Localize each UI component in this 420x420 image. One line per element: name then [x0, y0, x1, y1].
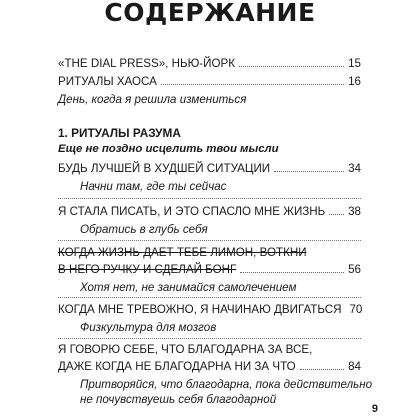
page-number: 9	[371, 403, 378, 415]
chapter-title: БУДЬ ЛУЧШЕЙ В ХУДШЕЙ СИТУАЦИИ	[58, 162, 271, 175]
toc-chapter	[58, 343, 373, 407]
chapter-page: 34	[348, 162, 361, 175]
chapter-subtitle: Начни там, где ты сейчас	[80, 180, 227, 193]
chapter-subtitle-line1: Притворяйся, что благодарна, пока действительно	[80, 378, 373, 391]
chapter-title-line1: КОГДА ЖИЗНЬ ДАЕТ ТЕБЕ ЛИМОН, ВОТКНИ	[58, 246, 307, 259]
toc-chapter	[58, 303, 361, 335]
chapter-title-line2: В НЕГО РУЧКУ И СДЕЛАЙ БОНГ	[58, 263, 237, 276]
dotted-divider	[58, 240, 361, 241]
toc-chapter	[58, 205, 361, 237]
section-subheading: Еще не поздно исцелить твои мысли	[58, 143, 279, 155]
chapter-subtitle-line2: не почувствуешь себя благодарной	[80, 393, 277, 406]
dot-leader	[300, 368, 344, 370]
chapter-title-line1: Я ГОВОРЮ СЕБЕ, ЧТО БЛАГОДАРНА ЗА ВСЕ,	[58, 343, 313, 356]
section-heading: 1. РИТУАЛЫ РАЗУМА	[58, 126, 181, 140]
toc-entry	[58, 75, 361, 107]
dotted-divider	[58, 297, 361, 298]
chapter-subtitle: Хотя нет, не занимайся самолечением	[80, 281, 297, 294]
page-title: СОДЕРЖАНИЕ	[104, 0, 316, 27]
chapter-subtitle: Обратись в глубь себя	[80, 223, 208, 236]
chapter-subtitle: Физкультура для мозгов	[80, 321, 217, 334]
chapter-page: 84	[348, 360, 361, 373]
chapter-page: 38	[348, 205, 361, 218]
toc-chapter	[58, 162, 361, 194]
chapter-page: 70	[349, 303, 363, 316]
toc-entry-title: «THE DIAL PRESS», НЬЮ-ЙОРК	[58, 57, 236, 70]
toc-entry-page: 15	[348, 57, 361, 70]
dot-leader	[329, 213, 344, 215]
chapter-title: КОГДА МНЕ ТРЕВОЖНО, Я НАЧИНАЮ ДВИГАТЬСЯ	[58, 303, 342, 316]
toc-chapter	[58, 246, 361, 295]
toc-entry	[58, 57, 361, 71]
dot-leader	[239, 65, 344, 67]
dotted-divider	[58, 338, 361, 339]
toc-entry-page: 16	[348, 75, 361, 88]
chapter-page: 56	[348, 263, 361, 276]
dotted-divider	[58, 198, 361, 199]
chapter-title: Я СТАЛА ПИСАТЬ, И ЭТО СПАСЛО МНЕ ЖИЗНЬ	[58, 205, 326, 218]
dot-leader	[274, 170, 344, 172]
toc-entry-title: РИТУАЛЫ ХАОСА	[58, 75, 157, 88]
section-block	[58, 126, 361, 156]
chapter-title-line2: ДАЖЕ КОГДА НЕ БЛАГОДАРНА НИ ЗА ЧТО	[58, 360, 296, 373]
dot-leader	[240, 271, 344, 273]
toc-entry-subtitle: День, когда я решила измениться	[58, 93, 247, 106]
dot-leader	[161, 83, 344, 85]
